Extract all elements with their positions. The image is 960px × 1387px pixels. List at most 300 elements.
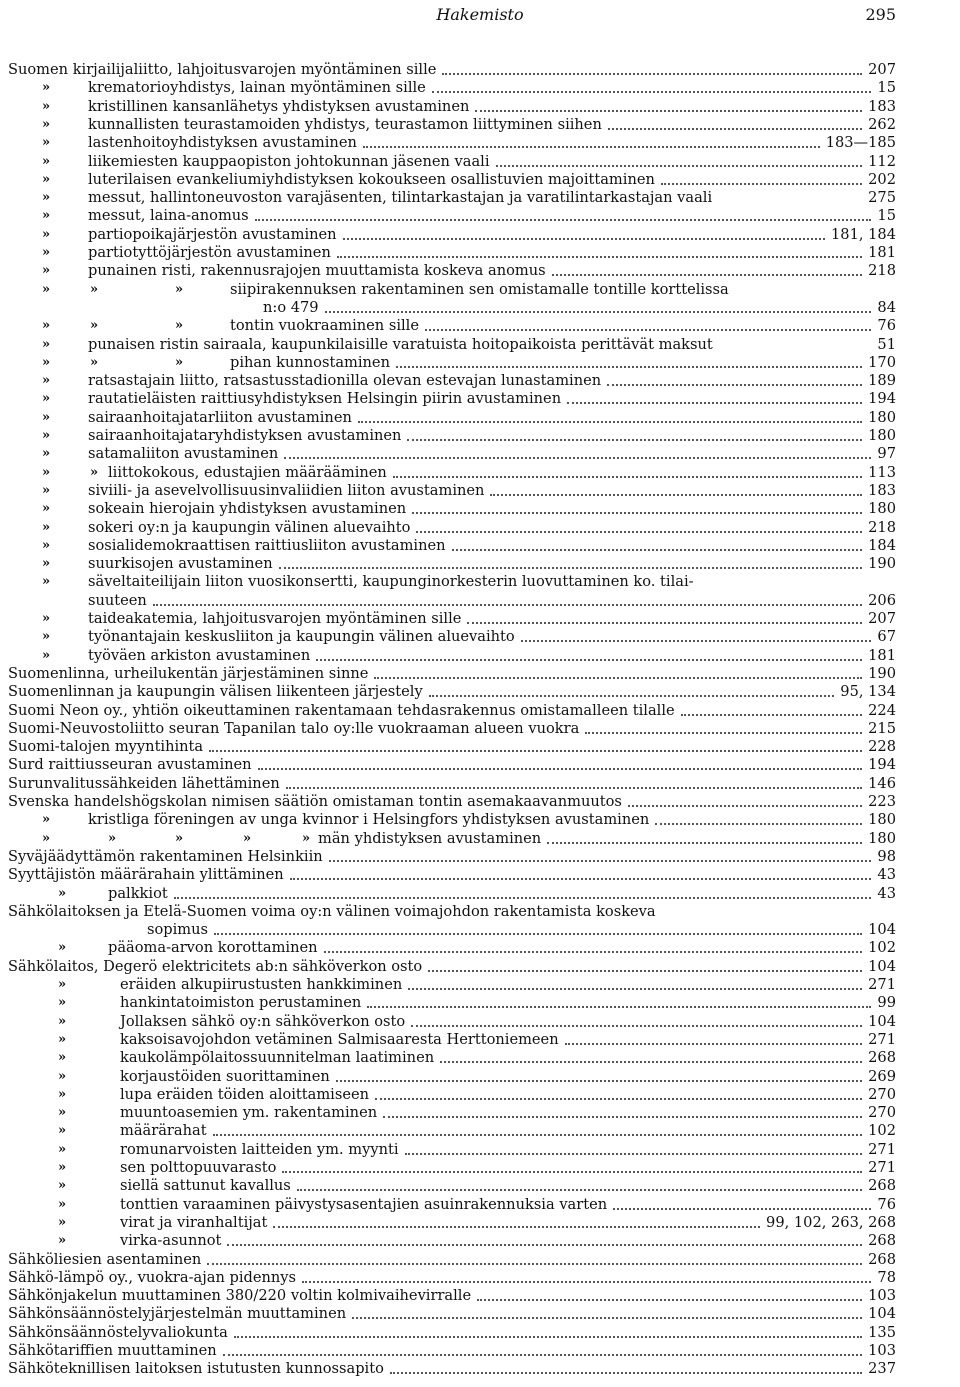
dot-leader <box>207 1263 862 1265</box>
entry-text: kristliga föreningen av unga kvinnor i Helsingfors yhdistyksen avustaminen <box>88 811 650 829</box>
dot-leader <box>383 1116 862 1118</box>
ditto-mark: » <box>90 464 99 480</box>
index-entry <box>0 775 960 793</box>
dot-leader <box>655 823 862 825</box>
entry-text: Suomen kirjailijaliitto, lahjoitusvarojen myöntäminen sille <box>8 61 437 78</box>
entry-pages: 103 <box>868 1342 896 1359</box>
dot-leader <box>416 531 862 533</box>
index-entry <box>0 756 960 774</box>
entry-pages: 224 <box>868 701 896 719</box>
entry-text: Sähköteknillisen laitoksen istutusten kunnossapito <box>8 1360 384 1378</box>
dot-leader <box>585 732 862 734</box>
entry-text: liittokokous, edustajien määrääminen <box>108 463 387 481</box>
index-entry <box>0 1122 960 1140</box>
entry-text: sen polttopuuvarasto <box>120 1159 277 1176</box>
ditto-mark: » <box>42 409 51 425</box>
dot-leader <box>316 659 862 661</box>
entry-text: suuteen <box>88 591 147 609</box>
dot-leader <box>661 183 862 185</box>
ditto-mark: » <box>243 830 252 846</box>
entry-pages: 206 <box>868 591 896 609</box>
entry-text: Svenska handelshögskolan nimisen säätiön omistaman tontin asemakaavanmuutos <box>8 793 622 810</box>
entry-pages: 97 <box>877 445 896 463</box>
entry-text: Suomi-Neuvostoliitto seuran Tapanilan talo oy:lle vuokraaman alueen vuokra <box>8 719 580 737</box>
index-entry <box>0 134 960 152</box>
index-entry <box>0 939 960 957</box>
entry-text: lastenhoitoyhdistyksen avustaminen <box>88 134 357 152</box>
entry-pages: 180 <box>868 811 896 829</box>
dot-leader <box>390 1372 862 1374</box>
entry-text: lupa eräiden töiden aloittamiseen <box>120 1085 369 1103</box>
ditto-mark: » <box>58 1086 67 1102</box>
ditto-mark: » <box>42 647 51 663</box>
entry-text: Surd raittiusseuran avustaminen <box>8 756 252 774</box>
entry-text: Jollaksen sähkö oy:n sähköverkon osto <box>120 1012 406 1030</box>
entry-text: siipirakennuksen rakentaminen sen omistamalle tontille korttelissa <box>230 280 729 298</box>
entry-pages: 112 <box>868 152 896 170</box>
entry-pages: 183 <box>868 97 896 115</box>
ditto-mark: » <box>42 171 51 187</box>
entry-text: virat ja viranhaltijat <box>120 1213 268 1231</box>
entry-pages: 104 <box>868 1305 896 1323</box>
index-entry <box>0 1269 960 1287</box>
ditto-mark: » <box>58 1050 67 1066</box>
entry-text: Syyttäjistön määrärahain ylittäminen <box>8 866 284 884</box>
index-entry <box>0 994 960 1012</box>
index-entry <box>0 372 960 390</box>
entry-text: romunarvoisten laitteiden ym. myynti <box>120 1140 399 1158</box>
entry-text: punainen risti, rakennusrajojen muuttamista koskeva anomus <box>88 262 546 280</box>
entry-text: kaksoisavojohdon vetäminen Salmisaaresta Herttoniemeen <box>120 1030 559 1048</box>
entry-pages: 180 <box>868 427 896 444</box>
entry-pages: 194 <box>868 756 896 774</box>
ditto-mark: » <box>42 318 51 334</box>
entry-pages: 95, 134 <box>840 683 896 701</box>
index-entry <box>0 592 960 610</box>
ditto-mark: » <box>42 482 51 498</box>
dot-leader <box>432 91 871 93</box>
dot-leader <box>174 897 871 899</box>
ditto-mark: » <box>58 1123 67 1139</box>
index-entry <box>0 1305 960 1323</box>
dot-leader <box>408 988 862 990</box>
entry-text: Suomenlinnan ja kaupungin välisen liikenteen järjestely <box>8 683 423 701</box>
dot-leader <box>428 970 862 972</box>
entry-text: sokeri oy:n ja kaupungin välinen aluevaihto <box>88 518 411 536</box>
ditto-mark: » <box>175 830 184 846</box>
ditto-mark: » <box>42 80 51 96</box>
dot-leader <box>209 750 862 752</box>
entry-pages: 270 <box>868 1085 896 1103</box>
dot-leader <box>442 73 862 75</box>
entry-pages: 190 <box>868 664 896 682</box>
index-entry <box>0 1013 960 1031</box>
dot-leader <box>613 1208 871 1210</box>
index-entry <box>0 1159 960 1177</box>
ditto-mark: » <box>42 556 51 572</box>
entry-pages: 146 <box>868 774 896 792</box>
entry-text: suurkisojen avustaminen <box>88 555 273 573</box>
dot-leader <box>412 512 862 514</box>
entry-text: satamaliiton avustaminen <box>88 445 279 463</box>
ditto-mark: » <box>58 995 67 1011</box>
entry-text: liikemiesten kauppaopiston johtokunnan jäsenen vaali <box>88 152 490 170</box>
dot-leader <box>255 219 871 221</box>
entry-text: eräiden alkupiirustusten hankkiminen <box>120 976 403 993</box>
index-entry <box>0 665 960 683</box>
entry-text: Sähkötariffien muuttaminen <box>8 1342 217 1359</box>
entry-pages: 271 <box>868 976 896 993</box>
index-entry <box>0 153 960 171</box>
index-entry <box>0 1360 960 1378</box>
dot-leader <box>302 1281 871 1283</box>
index-entry <box>0 720 960 738</box>
entry-text: n:o 479 <box>263 298 319 316</box>
entry-pages: 102 <box>868 939 896 957</box>
dot-leader <box>396 366 862 368</box>
entry-text: korjaustöiden suorittaminen <box>120 1067 330 1085</box>
index-entry <box>0 98 960 116</box>
entry-text: tonttien varaaminen päivystysasentajien asuinrakennuksia varten <box>120 1195 608 1213</box>
ditto-mark: » <box>42 428 51 443</box>
dot-leader <box>374 677 862 679</box>
dot-leader <box>477 1299 862 1301</box>
entry-text: pääoma-arvon korottaminen <box>108 939 318 957</box>
index-entry <box>0 683 960 701</box>
ditto-mark: » <box>42 501 51 517</box>
ditto-mark: » <box>42 629 51 645</box>
dot-leader <box>358 421 862 423</box>
entry-pages: 84 <box>877 298 896 316</box>
entry-pages: 104 <box>868 1012 896 1030</box>
index-entry <box>0 1232 960 1250</box>
entry-text: säveltaiteilijain liiton vuosikonsertti, kaupunginorkesterin luovuttaminen ko. tilai- <box>88 573 694 591</box>
dot-leader <box>375 1098 862 1100</box>
index-entry <box>0 354 960 372</box>
index-entry <box>0 1287 960 1305</box>
entry-text: sairaanhoitajataryhdistyksen avustaminen <box>88 427 402 444</box>
entry-pages: 104 <box>868 921 896 939</box>
ditto-mark: » <box>42 135 51 151</box>
dot-leader <box>490 494 862 496</box>
entry-pages: 194 <box>868 390 896 408</box>
entry-pages: 184 <box>868 536 896 554</box>
index-entry <box>0 793 960 811</box>
entry-text: muuntoasemien ym. rakentaminen <box>120 1104 378 1122</box>
dot-leader <box>213 1134 862 1136</box>
index-entry <box>0 226 960 244</box>
index-entry <box>0 500 960 518</box>
ditto-mark: » <box>58 977 67 992</box>
ditto-mark: » <box>58 940 67 956</box>
ditto-mark: » <box>42 116 51 132</box>
index-entry <box>0 299 960 317</box>
ditto-mark: » <box>42 153 51 169</box>
ditto-mark: » <box>58 1105 67 1121</box>
entry-pages: 183 <box>868 481 896 499</box>
ditto-mark: » <box>42 812 51 828</box>
index-entry <box>0 610 960 628</box>
index-entry <box>0 1251 960 1269</box>
entry-text: luterilaisen evankeliumiyhdistyksen kokoukseen osallistuvien majoittaminen <box>88 170 655 188</box>
entry-pages: 223 <box>868 793 896 810</box>
entry-pages: 76 <box>877 1195 896 1213</box>
index-entry <box>0 1104 960 1122</box>
entry-pages: 271 <box>868 1159 896 1176</box>
index-entry <box>0 573 960 591</box>
entry-pages: 99, 102, 263, 268 <box>766 1213 896 1231</box>
entry-text: Suomi Neon oy., yhtiön oikeuttaminen rakentamaan tehdasrakennus omistamalleen tilalle <box>8 701 675 719</box>
entry-text: palkkiot <box>108 884 168 902</box>
entry-pages: 103 <box>868 1287 896 1305</box>
ditto-mark: » <box>108 830 117 846</box>
index-entry <box>0 1214 960 1232</box>
ditto-mark: » <box>42 611 51 626</box>
dot-leader <box>297 1189 862 1191</box>
dot-leader <box>393 476 862 478</box>
index-entry <box>0 409 960 427</box>
ditto-mark: » <box>58 1031 67 1047</box>
index-entry <box>0 171 960 189</box>
page-header <box>0 5 960 31</box>
index-entry <box>0 1086 960 1104</box>
ditto-mark: » <box>90 354 99 370</box>
entry-pages: 237 <box>868 1360 896 1378</box>
dot-leader <box>282 1171 862 1173</box>
dot-leader <box>329 860 871 862</box>
ditto-mark: » <box>58 1068 67 1084</box>
dot-leader <box>337 256 862 258</box>
ditto-mark: » <box>90 318 99 334</box>
entry-pages: 268 <box>868 1232 896 1250</box>
index-entry <box>0 244 960 262</box>
entry-text: Suomenlinna, urheilukentän järjestäminen sinne <box>8 664 369 682</box>
dot-leader <box>452 549 862 551</box>
entry-pages: 269 <box>868 1067 896 1085</box>
dot-leader <box>273 1226 760 1228</box>
entry-pages: 202 <box>868 170 896 188</box>
dot-leader <box>608 128 862 130</box>
index-entry <box>0 555 960 573</box>
entry-pages: 102 <box>868 1122 896 1140</box>
ditto-mark: » <box>58 1178 67 1194</box>
entry-pages: 270 <box>868 1104 896 1122</box>
index-entry <box>0 1324 960 1342</box>
entry-text: punaisen ristin sairaala, kaupunkilaisille varatuista hoitopaikoista perittävät maksut <box>88 335 713 353</box>
entry-text: pihan kunnostaminen <box>230 353 390 371</box>
entry-text: siviili- ja asevelvollisuusinvaliidien liiton avustaminen <box>88 481 485 499</box>
entry-text: sokeain hierojain yhdistyksen avustaminen <box>88 500 407 518</box>
entry-text: Sähköliesien asentaminen <box>8 1250 202 1268</box>
ditto-mark: » <box>42 519 51 535</box>
running-title: Hakemisto <box>436 5 524 24</box>
entry-text: kristillinen kansanlähetys yhdistyksen avustaminen <box>88 97 470 115</box>
dot-leader <box>153 604 862 606</box>
ditto-mark: » <box>58 1214 67 1230</box>
dot-leader <box>567 402 862 404</box>
dot-leader <box>607 384 862 386</box>
index-entry <box>0 1068 960 1086</box>
entry-pages: 215 <box>868 719 896 737</box>
dot-leader <box>367 1006 871 1008</box>
entry-text: työnantajain keskusliiton ja kaupungin välinen aluevaihto <box>88 628 515 646</box>
entry-pages: 135 <box>868 1323 896 1341</box>
entry-text: työväen arkiston avustaminen <box>88 646 311 664</box>
dot-leader <box>628 805 862 807</box>
entry-pages: 98 <box>877 847 896 865</box>
index-entry <box>0 976 960 994</box>
entry-pages: 181, 184 <box>831 225 896 243</box>
dot-leader <box>352 1317 862 1319</box>
index-entry <box>0 921 960 939</box>
entry-pages: 15 <box>877 79 896 97</box>
index-entry <box>0 281 960 299</box>
entry-text: hankintatoimiston perustaminen <box>120 994 362 1012</box>
dot-leader <box>227 1244 862 1246</box>
ditto-mark: » <box>42 537 51 553</box>
dot-leader <box>336 1080 862 1082</box>
entry-text: määrärahat <box>120 1122 207 1140</box>
index-entry <box>0 830 960 848</box>
entry-pages: 180 <box>868 408 896 426</box>
ditto-mark: » <box>302 830 311 846</box>
index-entry <box>0 189 960 207</box>
index-entry <box>0 317 960 335</box>
entry-pages: 218 <box>868 518 896 536</box>
dot-leader <box>496 165 862 167</box>
entry-text: tontin vuokraaminen sille <box>230 317 419 335</box>
index-entry <box>0 537 960 555</box>
index-entry <box>0 464 960 482</box>
index-entry <box>0 519 960 537</box>
index-entry <box>0 848 960 866</box>
entry-pages: 228 <box>868 738 896 756</box>
index-entry <box>0 958 960 976</box>
entry-text: sosialidemokraattisen raittiusliiton avustaminen <box>88 536 446 554</box>
dot-leader <box>407 439 862 441</box>
entry-pages: 181 <box>868 646 896 664</box>
dot-leader <box>411 1025 862 1027</box>
dot-leader <box>343 238 825 240</box>
ditto-mark: » <box>58 1160 67 1175</box>
dot-leader <box>552 274 862 276</box>
ditto-mark: » <box>42 98 51 114</box>
dot-leader <box>429 695 834 697</box>
index-list <box>0 61 960 1381</box>
entry-pages: 268 <box>868 1250 896 1268</box>
entry-text: Suomi-talojen myyntihinta <box>8 738 204 756</box>
dot-leader <box>363 146 820 148</box>
entry-pages: 189 <box>868 372 896 390</box>
dot-leader <box>440 1061 862 1063</box>
index-entry <box>0 628 960 646</box>
entry-text: krematorioyhdistys, lainan myöntäminen sille <box>88 79 426 97</box>
entry-text: partiotyttöjärjestön avustaminen <box>88 244 331 261</box>
entry-text: ratsastajain liitto, ratsastusstadionilla olevan estevajan lunastaminen <box>88 372 602 390</box>
ditto-mark: » <box>175 281 184 297</box>
ditto-mark: » <box>42 208 51 224</box>
ditto-mark: » <box>42 245 51 260</box>
dot-leader <box>234 1336 862 1338</box>
index-entry <box>0 336 960 354</box>
index-entry <box>0 1177 960 1195</box>
entry-text: Sähkölaitos, Degerö elektricitets ab:n sähköverkon osto <box>8 957 423 975</box>
index-entry <box>0 1141 960 1159</box>
index-entry <box>0 1049 960 1067</box>
ditto-mark: » <box>42 263 51 279</box>
ditto-mark: » <box>42 446 51 462</box>
dot-leader <box>286 787 862 789</box>
entry-pages: 76 <box>877 317 896 335</box>
entry-text: kunnallisten teurastamoiden yhdistys, teurastamon liittyminen siihen <box>88 115 602 133</box>
dot-leader <box>324 951 862 953</box>
entry-pages: 15 <box>877 207 896 225</box>
dot-leader <box>214 933 862 935</box>
entry-pages: 275 <box>868 189 896 207</box>
dot-leader <box>681 714 862 716</box>
ditto-mark: » <box>175 354 184 370</box>
dot-leader <box>425 329 871 331</box>
entry-pages: 51 <box>877 335 896 353</box>
entry-pages: 43 <box>877 884 896 902</box>
dot-leader <box>547 842 862 844</box>
index-entry <box>0 811 960 829</box>
index-entry <box>0 1342 960 1360</box>
dot-leader <box>223 1354 862 1356</box>
entry-pages: 180 <box>868 500 896 518</box>
index-entry <box>0 79 960 97</box>
entry-pages: 78 <box>877 1268 896 1286</box>
ditto-mark: » <box>42 574 51 590</box>
ditto-mark: » <box>42 464 51 480</box>
index-entry <box>0 702 960 720</box>
entry-pages: 268 <box>868 1049 896 1067</box>
ditto-mark: » <box>58 1196 67 1212</box>
ditto-mark: » <box>42 226 51 242</box>
ditto-mark: » <box>58 1141 67 1157</box>
index-entry <box>0 61 960 79</box>
dot-leader <box>284 457 871 459</box>
ditto-mark: » <box>175 318 184 334</box>
dot-leader <box>325 311 871 313</box>
ditto-mark: » <box>42 830 51 846</box>
ditto-mark: » <box>42 336 51 352</box>
ditto-mark: » <box>90 281 99 297</box>
entry-pages: 271 <box>868 1030 896 1048</box>
entry-text: kaukolämpölaitossuunnitelman laatiminen <box>120 1049 435 1067</box>
ditto-mark: » <box>58 1013 67 1029</box>
entry-pages: 180 <box>868 829 896 847</box>
dot-leader <box>467 622 862 624</box>
dot-leader <box>565 1043 862 1045</box>
entry-pages: 207 <box>868 610 896 627</box>
entry-pages: 113 <box>868 463 896 481</box>
entry-pages: 183—185 <box>825 134 896 152</box>
entry-text: siellä sattunut kavallus <box>120 1177 291 1195</box>
index-entry <box>0 903 960 921</box>
index-entry <box>0 1031 960 1049</box>
dot-leader <box>258 768 862 770</box>
entry-text: partiopoikajärjestön avustaminen <box>88 225 337 243</box>
index-entry <box>0 262 960 280</box>
page-number: 295 <box>865 5 896 24</box>
ditto-mark: » <box>42 373 51 389</box>
entry-text: sopimus <box>147 921 209 939</box>
index-entry <box>0 1196 960 1214</box>
ditto-mark: » <box>42 354 51 370</box>
entry-text: virka-asunnot <box>120 1232 222 1250</box>
index-entry <box>0 390 960 408</box>
